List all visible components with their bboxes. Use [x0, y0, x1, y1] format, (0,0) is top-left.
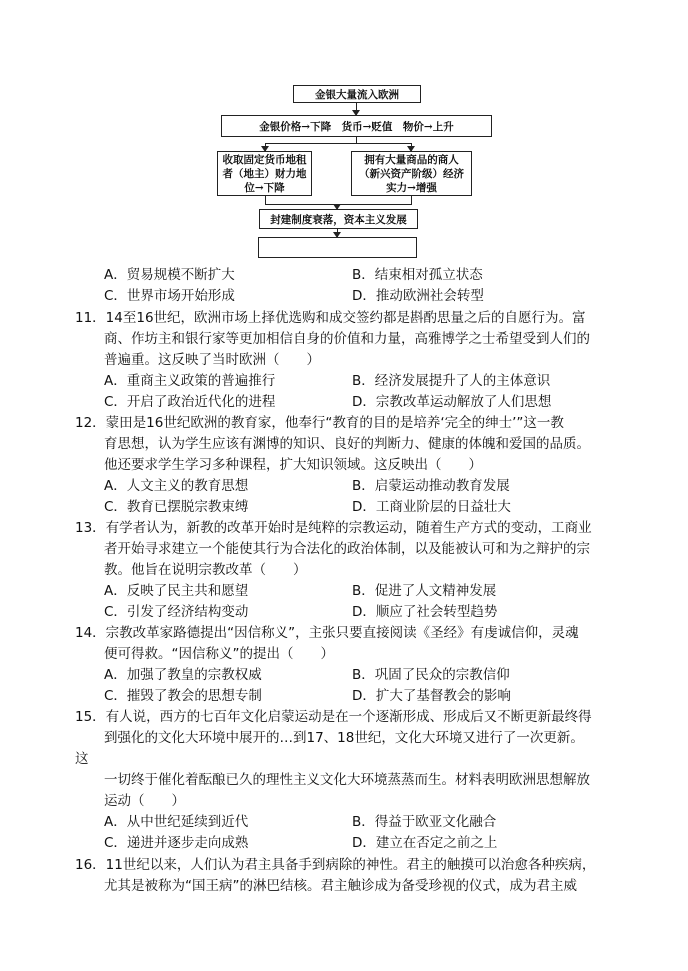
q14-option-a[interactable]: A．加强了教皇的宗教权威 — [104, 667, 262, 683]
q14-option-d[interactable]: D．扩大了基督教会的影响 — [352, 688, 511, 704]
q16-stem-line1: 16．11世纪以来，人们认为君主具备手到病除的神性。君主的触摸可以治愈各种疾病， — [75, 857, 596, 873]
q11-option-d[interactable]: D．宗教改革运动解放了人们思想 — [352, 394, 552, 410]
q10-option-c[interactable]: C．世界市场开始形成 — [104, 288, 235, 304]
q13-option-b[interactable]: B．促进了人文精神发展 — [352, 583, 497, 599]
connector-left-down — [265, 196, 266, 204]
q15-stem-line5: 运动（ ） — [104, 793, 185, 809]
q15-stem-line2: 到强化的文化大环境中展开的…到17、18世纪，文化大环境又进行了一次更新。 — [104, 730, 584, 746]
arrow-to-blank — [337, 229, 338, 237]
diagram-bottom-box: 封建制度衰落，资本主义发展 — [259, 209, 418, 229]
connector-right-down — [411, 196, 412, 204]
diagram-blank-box — [258, 237, 417, 258]
q15-option-b[interactable]: B．得益于欧亚文化融合 — [352, 814, 497, 830]
arrow-to-left — [265, 143, 266, 151]
q11-stem-line3: 普遍重。这反映了当时欧洲（ ） — [104, 352, 320, 368]
q11-stem-line2: 商、作坊主和银行家等更加相信自身的价值和力量，高雅博学之士希望受到人们的 — [104, 331, 590, 347]
q12-option-c[interactable]: C．教育已摆脱宗教束缚 — [104, 499, 249, 515]
q12-stem-line3: 他还要求学生学习多种课程，扩大知识领域。这反映出（ ） — [104, 457, 482, 473]
q14-option-b[interactable]: B．巩固了民众的宗教信仰 — [352, 667, 510, 683]
q14-option-c[interactable]: C．摧毁了教会的思想专制 — [104, 688, 262, 704]
q13-stem-line2: 者开始寻求建立一个能使其行为合法化的政治体制，以及能被认可和为之辩护的宗 — [104, 541, 590, 557]
q15-option-d[interactable]: D．建立在否定之前之上 — [352, 835, 498, 851]
q12-option-d[interactable]: D．工商业阶层的日益壮大 — [352, 499, 511, 515]
q11-option-b[interactable]: B．经济发展提升了人的主体意识 — [352, 373, 551, 389]
q10-option-b[interactable]: B．结束相对孤立状态 — [352, 267, 483, 283]
connector-split — [265, 143, 412, 144]
q11-option-c[interactable]: C．开启了政治近代化的进程 — [104, 394, 276, 410]
q13-option-c[interactable]: C．引发了经济结构变动 — [104, 604, 249, 620]
q12-stem-line1: 12．蒙田是16世纪欧洲的教育家，他奉行“教育的目的是培养‘完全的绅士’”这一教 — [75, 415, 564, 431]
q16-stem-line2: 尤其是被称为“国王病”的淋巴结核。君主触诊成为备受珍视的仪式，成为君主威 — [104, 878, 577, 894]
q10-option-a[interactable]: A．贸易规模不断扩大 — [104, 267, 235, 283]
q12-stem-line2: 育思想，认为学生应该有渊博的知识、良好的判断力、健康的体魄和爱国的品质。 — [104, 436, 590, 452]
q13-stem-line3: 教。他旨在说明宗教改革（ ） — [104, 562, 307, 578]
q13-stem-line1: 13．有学者认为，新教的改革开始时是纯粹的宗教运动，随着生产方式的变动，工商业 — [75, 520, 592, 536]
q13-option-a[interactable]: A．反映了民主共和愿望 — [104, 583, 249, 599]
q15-option-a[interactable]: A．从中世纪延续到近代 — [104, 814, 249, 830]
q12-option-a[interactable]: A．人文主义的教育思想 — [104, 478, 249, 494]
q11-option-a[interactable]: A．重商主义政策的普遍推行 — [104, 373, 276, 389]
q15-stem-line3: 这 — [75, 751, 89, 767]
q15-stem-line4: 一切终于催化着酝酿已久的理性主义文化大环境蒸蒸而生。材料表明欧洲思想解放 — [104, 772, 590, 788]
diagram-left-box: 收取固定货币地租者（地主）财力地位→下降 — [217, 151, 312, 196]
q14-stem-line1: 14．宗教改革家路德提出“因信称义”，主张只要直接阅读《圣经》有虔诚信仰，灵魂 — [75, 625, 579, 641]
q15-option-c[interactable]: C．递进并逐步走向成熟 — [104, 835, 249, 851]
q12-option-b[interactable]: B．启蒙运动推动教育发展 — [352, 478, 510, 494]
q13-option-d[interactable]: D．顺应了社会转型趋势 — [352, 604, 498, 620]
diagram-middle-box: 金银价格→下降 货币→贬值 物价→上升 — [221, 115, 492, 137]
q10-option-d[interactable]: D．推动欧洲社会转型 — [352, 288, 484, 304]
diagram-top-box: 金银大量流入欧洲 — [293, 85, 421, 103]
q14-stem-line2: 便可得救。“因信称义”的提出（ ） — [104, 646, 334, 662]
q15-stem-line1: 15．有人说，西方的七百年文化启蒙运动是在一个逐渐形成、形成后又不断更新最终得 — [75, 709, 592, 725]
arrow-top-to-middle — [356, 103, 357, 115]
arrow-to-right — [411, 143, 412, 151]
q11-stem-line1: 11．14至16世纪，欧洲市场上择优选购和成交签约都是斟酌思量之后的自愿行为。富 — [75, 310, 586, 326]
diagram-right-box: 拥有大量商品的商人（新兴资产阶级）经济实力→增强 — [351, 151, 472, 196]
